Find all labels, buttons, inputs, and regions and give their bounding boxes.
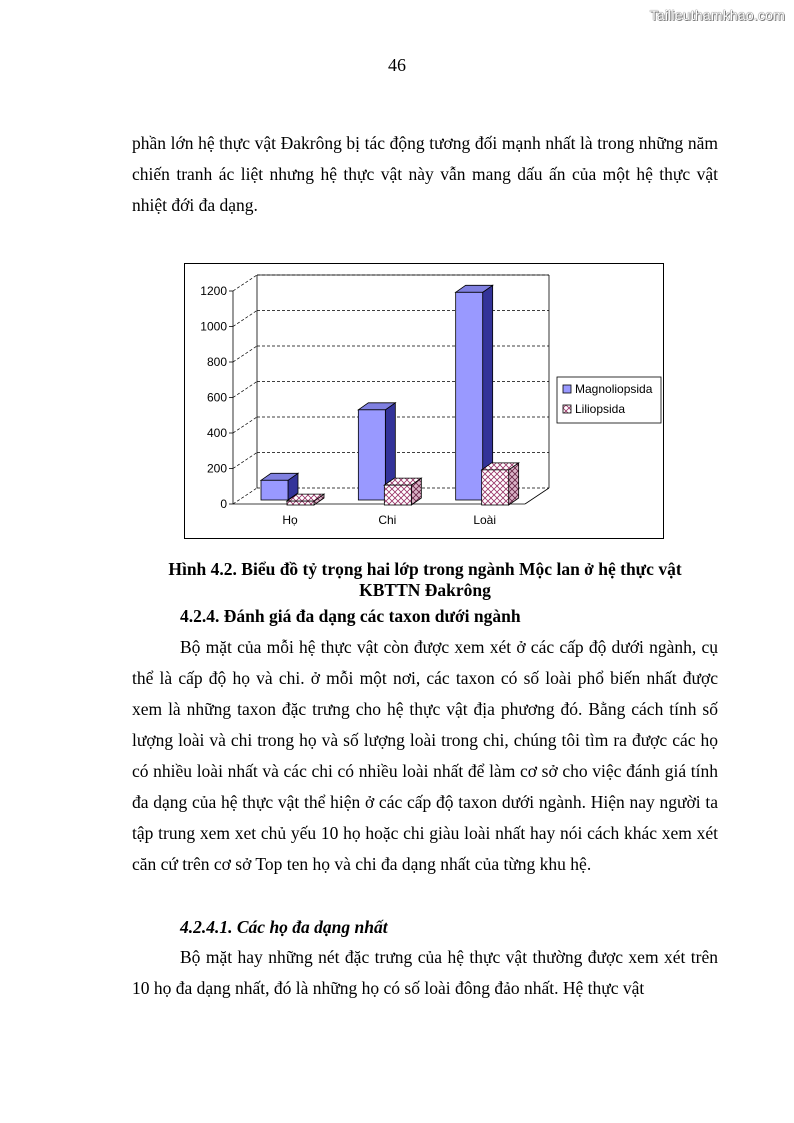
bar-liliopsida-1-front xyxy=(287,501,314,505)
y-tick-label: 200 xyxy=(206,461,227,476)
gridline-side xyxy=(233,453,257,469)
legend-label-liliopsida: Liliopsida xyxy=(575,402,626,416)
bar-magnoliopsida-2-front xyxy=(358,410,385,500)
page-number: 46 xyxy=(388,55,406,75)
bar-liliopsida-2-front xyxy=(384,485,411,505)
gridline-side xyxy=(233,275,257,291)
gridline-side xyxy=(233,382,257,398)
intro-paragraph: phần lớn hệ thực vật Đakrông bị tác động tương đối mạnh nhất là trong những năm chiến tranh ác liệt nhưng hệ thực vật này vẫn mang dấu ấn của một hệ thực vật nhiệt đới đa dạng. xyxy=(132,133,718,215)
bar-liliopsida-3-front xyxy=(482,470,509,505)
subsection-heading: 4.2.4.1. Các họ đa dạng nhất xyxy=(180,917,388,937)
bar-magnoliopsida-1 xyxy=(261,473,298,500)
gridline-side xyxy=(233,311,257,327)
y-tick-label: 600 xyxy=(206,390,227,405)
y-tick-label: 0 xyxy=(220,497,227,511)
watermark: Tailieuthamkhao.com xyxy=(649,7,785,23)
x-tick-label: Loài xyxy=(473,513,497,527)
subsection-paragraph: Bộ mặt hay những nét đặc trưng của hệ thực vật thường được xem xét trên 10 họ đa dạng nhất, đó là những họ có số loài đông đảo nhất. Hệ thực vật xyxy=(132,947,718,998)
bar-liliopsida-2 xyxy=(384,478,421,505)
legend-swatch-magnoliopsida xyxy=(563,385,571,393)
section-heading: 4.2.4. Đánh giá đa dạng các taxon dưới ngành xyxy=(180,606,521,626)
bar-liliopsida-3 xyxy=(482,463,519,505)
legend-swatch-liliopsida xyxy=(563,405,571,413)
x-tick-label: Họ xyxy=(282,513,298,527)
bar-magnoliopsida-1-front xyxy=(261,480,288,500)
y-tick-label: 1000 xyxy=(200,319,227,334)
bar-chart xyxy=(185,264,665,540)
floor-right-edge xyxy=(525,488,549,504)
figure-caption xyxy=(132,559,718,601)
y-tick-label: 800 xyxy=(206,355,227,369)
figure-caption-line-2: KBTTN Đakrông xyxy=(359,580,491,600)
legend-label-magnoliopsida: Magnoliopsida xyxy=(575,382,653,396)
section-paragraph: Bộ mặt của mỗi hệ thực vật còn được xem xét ở các cấp độ dưới ngành, cụ thể là cấp độ họ và chi. ở mỗi một nơi, các taxon có số loài phổ biến nhất được xem là những taxon đặc trưng cho hệ thực vật địa phương đó. Bằng cách tính số lượng loài và chi trong họ và số lượng loài trong chi, chúng tôi tìm ra được các họ có nhiều loài nhất và các chi có nhiều loài nhất để làm cơ sở cho việc đánh giá tính đa dạng của hệ thực vật thể hiện ở các cấp độ taxon dưới ngành. Hiện nay người ta tập trung xem xet chủ yếu 10 họ hoặc chi giàu loài nhất hay nói cách khác xem xét căn cứ trên cơ sở Top ten họ và chi đa dạng nhất của từng khu hệ. xyxy=(132,637,718,874)
gridline-side xyxy=(233,488,257,504)
gridline-side xyxy=(233,346,257,362)
chart-legend xyxy=(557,377,661,423)
y-tick-label: 400 xyxy=(206,426,227,440)
bar-magnoliopsida-3-front xyxy=(456,292,483,500)
figure-caption-line-1: Hình 4.2. Biểu đồ tỷ trọng hai lớp trong ngành Mộc lan ở hệ thực vật xyxy=(168,559,682,579)
x-tick-label: Chi xyxy=(378,513,397,527)
gridline-side xyxy=(233,417,257,433)
bar-chart-frame xyxy=(184,263,664,539)
y-tick-label: 1200 xyxy=(200,284,227,298)
